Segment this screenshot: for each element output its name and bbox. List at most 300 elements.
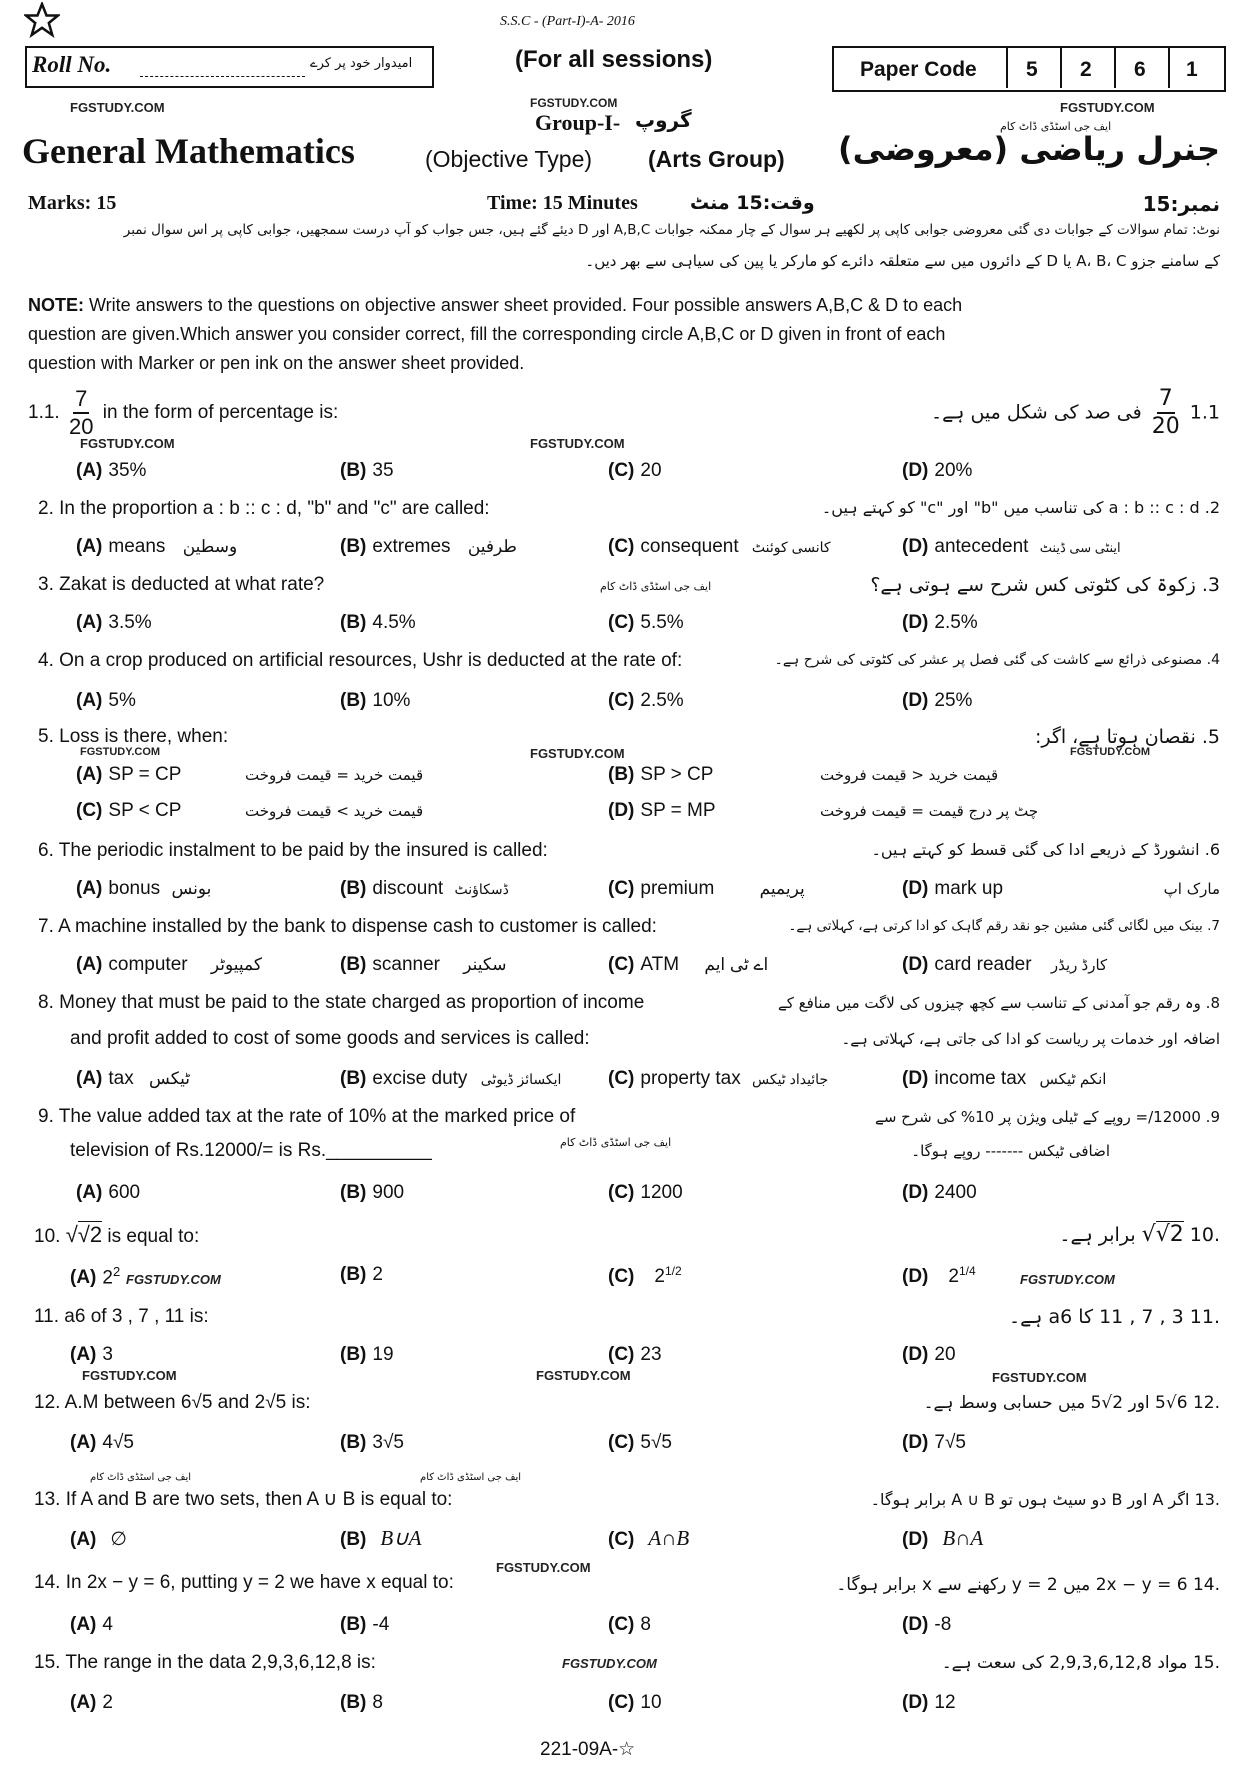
option-letter: (B) bbox=[340, 1692, 367, 1713]
option-text: discount bbox=[372, 878, 444, 899]
option-text: property tax bbox=[640, 1068, 741, 1089]
option bbox=[902, 612, 978, 634]
watermark: FGSTUDY.COM bbox=[80, 436, 175, 451]
option-letter: (D) bbox=[902, 612, 929, 633]
question-text-continued: and profit added to cost of some goods and services is called: bbox=[70, 1028, 590, 1049]
option bbox=[76, 954, 262, 976]
question-number: 3. bbox=[38, 574, 54, 595]
option-text: 2.5% bbox=[640, 690, 684, 711]
option-text: 2 bbox=[654, 1266, 665, 1288]
option-letter: (B) bbox=[608, 764, 635, 785]
option bbox=[902, 1692, 956, 1714]
subject-stream: (Arts Group) bbox=[648, 146, 785, 172]
option-text: card reader bbox=[934, 954, 1032, 975]
option bbox=[340, 1182, 404, 1204]
option bbox=[70, 1432, 134, 1454]
paper-code-digit: 2 bbox=[1080, 58, 1092, 81]
option-text: 25% bbox=[934, 690, 973, 711]
option-text: 2 bbox=[372, 1264, 383, 1285]
watermark-urdu: ایف جی اسٹڈی ڈاٹ کام bbox=[420, 1472, 522, 1483]
option-urdu: اینٹی سی ڈینٹ bbox=[1039, 540, 1121, 555]
watermark: FGSTUDY.COM bbox=[80, 746, 161, 758]
option-text: 3.5% bbox=[108, 612, 152, 633]
question-urdu bbox=[1059, 1222, 1220, 1247]
option bbox=[608, 1068, 828, 1090]
option bbox=[902, 878, 1003, 900]
question-number-urdu: .13 bbox=[1194, 1490, 1220, 1509]
question-urdu bbox=[1009, 1306, 1220, 1328]
option-text: B∪A bbox=[380, 1526, 422, 1550]
option-letter: (A) bbox=[76, 460, 103, 481]
option-text: 2 bbox=[102, 1692, 113, 1713]
option bbox=[902, 690, 972, 712]
nested-root-icon: √√2 bbox=[65, 1222, 103, 1247]
option-text: excise duty bbox=[372, 1068, 468, 1089]
option-letter: (C) bbox=[608, 1068, 635, 1089]
option-text: 4.5% bbox=[372, 612, 416, 633]
option-letter: (D) bbox=[902, 878, 929, 899]
question-number: 8. bbox=[38, 992, 54, 1013]
option-letter: (A) bbox=[70, 1432, 97, 1453]
question-number-urdu: 2. bbox=[1204, 498, 1220, 517]
option-letter: (C) bbox=[608, 1529, 635, 1550]
question-number: 12. bbox=[34, 1392, 61, 1413]
option-letter: (C) bbox=[608, 1614, 635, 1635]
option-text: 3√5 bbox=[372, 1432, 404, 1453]
option-letter: (A) bbox=[70, 1267, 97, 1289]
option bbox=[340, 1344, 394, 1366]
question-number: 14. bbox=[34, 1572, 61, 1593]
option-text: 5√5 bbox=[640, 1432, 672, 1453]
option-text: 23 bbox=[640, 1344, 662, 1365]
nested-root-icon: √√2 bbox=[1141, 1222, 1184, 1247]
option-text: 12 bbox=[934, 1692, 956, 1713]
option bbox=[76, 1182, 140, 1204]
option bbox=[902, 1264, 976, 1288]
question-urdu-text: بینک میں لگائی گئی مشین جو نقد رقم گاہک کو ادا کرتی ہے، کہلاتی ہے۔ bbox=[788, 918, 1203, 934]
note-line: question are given.Which answer you consider correct, fill the corresponding circle A,B,C or D given in front of each bbox=[28, 324, 946, 344]
question-text: is equal to: bbox=[107, 1226, 200, 1247]
option bbox=[340, 1692, 383, 1714]
question-text: Loss is there, when: bbox=[59, 726, 229, 747]
question bbox=[38, 650, 682, 672]
fraction-numerator: 7 bbox=[1157, 388, 1175, 414]
option-text: antecedent bbox=[934, 536, 1029, 557]
option-text: -8 bbox=[934, 1614, 952, 1635]
option bbox=[340, 1526, 421, 1551]
option-exponent: 2 bbox=[112, 1264, 121, 1279]
question-number-urdu: .14 bbox=[1192, 1575, 1220, 1595]
option-text: means bbox=[108, 536, 166, 557]
option bbox=[340, 878, 509, 900]
question-number-urdu: 8. bbox=[1205, 994, 1220, 1012]
option bbox=[76, 536, 237, 558]
question bbox=[38, 992, 644, 1014]
option bbox=[70, 1344, 113, 1366]
question-number: 7. bbox=[38, 916, 54, 937]
option bbox=[608, 1526, 689, 1551]
question-text: Zakat is deducted at what rate? bbox=[59, 574, 325, 595]
option bbox=[340, 460, 394, 482]
question-urdu-text: فی صد کی شکل میں ہے۔ bbox=[931, 401, 1142, 424]
option bbox=[76, 460, 146, 482]
option-letter: (A) bbox=[76, 878, 103, 899]
option bbox=[76, 690, 136, 712]
paper-code-digit: 6 bbox=[1134, 58, 1146, 81]
question-number: 11. bbox=[34, 1306, 60, 1327]
question-urdu bbox=[822, 498, 1220, 517]
option bbox=[902, 1344, 956, 1366]
option-letter: (B) bbox=[340, 1529, 367, 1550]
option-letter: (D) bbox=[902, 690, 929, 711]
question-urdu bbox=[789, 918, 1221, 934]
question-urdu-text: زکوۃ کی کٹوتی کس شرح سے ہوتی ہے؟ bbox=[870, 574, 1196, 596]
option-letter: (A) bbox=[70, 1529, 97, 1550]
option-letter: (D) bbox=[902, 1182, 929, 1203]
question bbox=[38, 574, 324, 596]
question-number-urdu: .15 bbox=[1192, 1653, 1220, 1673]
option bbox=[608, 1432, 672, 1454]
option-letter: (B) bbox=[340, 460, 367, 481]
watermark: FGSTUDY.COM bbox=[530, 436, 625, 451]
option-letter: (A) bbox=[76, 1182, 103, 1203]
option-letter: (B) bbox=[340, 612, 367, 633]
option-text: ATM bbox=[640, 954, 680, 975]
note-label: NOTE: bbox=[28, 295, 84, 315]
option-text: 4√5 bbox=[102, 1432, 134, 1453]
watermark: FGSTUDY.COM bbox=[530, 96, 618, 110]
question-number: 2. bbox=[38, 498, 54, 519]
option bbox=[608, 800, 716, 822]
paper-code-digit-box bbox=[1006, 46, 1008, 88]
option-text: extremes bbox=[372, 536, 451, 557]
question-number-urdu: 4. bbox=[1206, 652, 1220, 668]
option-urdu: اے ٹی ایم bbox=[704, 955, 769, 974]
subject-urdu: جنرل ریاضی (معروضی) bbox=[837, 130, 1220, 168]
watermark: FGSTUDY.COM bbox=[536, 1368, 631, 1383]
option-letter: (A) bbox=[70, 1614, 97, 1635]
paper-code-digit: 5 bbox=[1026, 58, 1038, 81]
paper-code-digit: 1 bbox=[1186, 58, 1198, 81]
question bbox=[34, 1306, 209, 1328]
note-line: question with Marker or pen ink on the answer sheet provided. bbox=[28, 353, 525, 373]
question-number-urdu: 5. bbox=[1201, 726, 1220, 748]
paper-code-digit-box bbox=[1168, 46, 1170, 88]
sessions-label: (For all sessions) bbox=[515, 46, 713, 73]
option-text: income tax bbox=[934, 1068, 1027, 1089]
question-urdu bbox=[836, 1574, 1220, 1595]
option-letter: (B) bbox=[340, 536, 367, 557]
fraction-denominator: 20 bbox=[1151, 414, 1180, 439]
option bbox=[902, 1526, 983, 1551]
watermark-urdu: ایف جی اسٹڈی ڈاٹ کام bbox=[600, 580, 712, 593]
note-line bbox=[28, 295, 962, 316]
watermark: FGSTUDY.COM bbox=[126, 1272, 221, 1287]
question bbox=[38, 840, 548, 862]
marks-label: Marks: 15 bbox=[28, 192, 117, 214]
option bbox=[340, 1068, 561, 1090]
option-letter: (A) bbox=[70, 1692, 97, 1713]
question-number-urdu: .12 bbox=[1192, 1393, 1220, 1413]
option bbox=[76, 612, 152, 634]
exam-title: S.S.C - (Part-I)-A- 2016 bbox=[500, 14, 635, 29]
option-urdu: طرفین bbox=[467, 537, 517, 556]
question-urdu-text: انشورڈ کے ذریعے ادا کی گئی قسط کو کہتے ہیں۔ bbox=[871, 840, 1200, 859]
question bbox=[38, 726, 228, 748]
question-urdu bbox=[871, 1490, 1220, 1509]
option-letter: (A) bbox=[76, 954, 103, 975]
option-letter: (B) bbox=[340, 1068, 367, 1089]
option-letter: (D) bbox=[902, 1529, 929, 1550]
option-letter: (D) bbox=[608, 800, 635, 821]
option-text: A∩B bbox=[648, 1526, 690, 1550]
option-text: 2400 bbox=[934, 1182, 977, 1203]
option bbox=[340, 954, 507, 976]
option-text: 20% bbox=[934, 460, 973, 481]
option-letter: (C) bbox=[608, 878, 635, 899]
option-text: premium bbox=[640, 878, 715, 899]
option-text: computer bbox=[108, 954, 188, 975]
watermark: FGSTUDY.COM bbox=[530, 746, 625, 761]
question-number: 4. bbox=[38, 650, 54, 671]
question-urdu-text: 12000/= روپے کے ٹیلی ویژن پر 10% کی شرح سے bbox=[875, 1108, 1201, 1126]
note-urdu-line: نوٹ: تمام سوالات کے جوابات دی گئی معروضی جوابی کاپی پر لکھیے ہر سوال کے چار ممکنہ جوابات A,B,C اور D دیئے گئے ہیں، جس جواب کو آپ درست سمجھیں، جوابی کاپی پر اس سوال نمبر bbox=[123, 222, 1220, 238]
option bbox=[340, 1432, 404, 1454]
option-letter: (D) bbox=[902, 1266, 929, 1288]
option-text: 7√5 bbox=[934, 1432, 966, 1453]
roll-urdu: امیدوار خود پر کرے bbox=[310, 56, 413, 71]
option-letter: (D) bbox=[902, 460, 929, 481]
question-text: The value added tax at the rate of 10% at the marked price of bbox=[58, 1106, 576, 1127]
question-urdu-continued: اضافہ اور خدمات پر ریاست کو ادا کی جاتی ہے، کہلاتی ہے۔ bbox=[841, 1030, 1220, 1048]
subject-type: (Objective Type) bbox=[425, 146, 593, 172]
paper-code-digit-box bbox=[1114, 46, 1116, 88]
option-letter: (D) bbox=[902, 1432, 929, 1453]
question-urdu-text: وہ رقم جو آمدنی کے تناسب سے کچھ چیزوں کی لاگت میں منافع کے bbox=[777, 994, 1201, 1012]
option bbox=[902, 536, 1121, 558]
watermark: FGSTUDY.COM bbox=[82, 1368, 177, 1383]
option-letter: (C) bbox=[608, 1266, 635, 1288]
option-text: 35 bbox=[372, 460, 394, 481]
option-text: 10% bbox=[372, 690, 411, 711]
option-text: 5.5% bbox=[640, 612, 684, 633]
question-text: In the proportion a : b :: c : d, "b" and "c" are called: bbox=[59, 498, 490, 519]
question-text-continued: television of Rs.12000/= is Rs.__________ bbox=[70, 1140, 432, 1161]
option-text: 5% bbox=[108, 690, 136, 711]
question bbox=[34, 1652, 376, 1674]
option-letter: (D) bbox=[902, 536, 929, 557]
roll-line bbox=[140, 76, 305, 77]
option-urdu: بونس bbox=[171, 879, 212, 898]
option-letter: (C) bbox=[608, 1692, 635, 1713]
question-urdu bbox=[871, 840, 1220, 859]
note-text: Write answers to the questions on objective answer sheet provided. Four possible answers A,B,C & D to each bbox=[89, 295, 963, 315]
question-text: in the form of percentage is: bbox=[102, 402, 339, 424]
option-letter: (B) bbox=[340, 1344, 367, 1365]
option-urdu: جائیداد ٹیکس bbox=[752, 1071, 829, 1087]
option-urdu: قیمت خرید > قیمت فروخت bbox=[245, 802, 424, 820]
option-text: tax bbox=[108, 1068, 134, 1089]
option-exponent: 1/4 bbox=[958, 1264, 976, 1278]
question-urdu bbox=[778, 994, 1220, 1012]
time-urdu: وقت:15 منٹ bbox=[690, 192, 815, 214]
question bbox=[34, 1488, 452, 1511]
option-urdu: انکم ٹیکس bbox=[1039, 1071, 1107, 1088]
option-urdu: وسطین bbox=[182, 537, 238, 556]
option-letter: (B) bbox=[340, 954, 367, 975]
option-text: 20 bbox=[640, 460, 662, 481]
option-letter: (C) bbox=[608, 536, 635, 557]
option bbox=[76, 800, 181, 822]
question-urdu bbox=[1035, 726, 1220, 748]
option bbox=[340, 536, 517, 558]
option-text: 600 bbox=[108, 1182, 141, 1203]
option-letter: (A) bbox=[76, 690, 103, 711]
option-letter: (A) bbox=[76, 1068, 103, 1089]
option-letter: (A) bbox=[76, 612, 103, 633]
option-urdu: کمپیوٹر bbox=[210, 955, 262, 974]
option bbox=[902, 1614, 951, 1636]
option bbox=[608, 690, 684, 712]
question-text: The range in the data 2,9,3,6,12,8 is: bbox=[65, 1652, 376, 1673]
fraction-numerator: 7 bbox=[73, 388, 89, 414]
question-urdu-text: 3 , 7 , 11 کا a6 ہے۔ bbox=[1008, 1306, 1184, 1328]
question-text: If A and B are two sets, then A ∪ B is equal to: bbox=[65, 1489, 453, 1510]
option bbox=[70, 1692, 113, 1714]
option bbox=[902, 954, 1107, 976]
option-text: scanner bbox=[372, 954, 440, 975]
option bbox=[76, 1068, 190, 1090]
footer-code: 221-09A-☆ bbox=[540, 1739, 636, 1760]
question-urdu-text: اگر A اور B دو سیٹ ہوں تو A ∪ B برابر ہوگا۔ bbox=[870, 1490, 1190, 1509]
option-letter: (C) bbox=[76, 800, 103, 821]
option-text: 35% bbox=[108, 460, 147, 481]
question-urdu-text: نقصان ہوتا ہے، اگر: bbox=[1034, 726, 1196, 748]
fraction bbox=[1152, 388, 1180, 438]
question-urdu-text: 2x − y = 6 میں y = 2 رکھنے سے x برابر ہوگا۔ bbox=[836, 1575, 1188, 1595]
option-letter: (C) bbox=[608, 1432, 635, 1453]
option bbox=[340, 690, 410, 712]
option bbox=[608, 878, 805, 900]
option-text: 10 bbox=[640, 1692, 662, 1713]
question bbox=[38, 498, 490, 520]
option-text: 2 bbox=[102, 1267, 113, 1289]
option-urdu: ٹیکس bbox=[149, 1069, 190, 1088]
option-urdu: مارک اپ bbox=[1163, 880, 1220, 898]
watermark: FGSTUDY.COM bbox=[496, 1560, 591, 1575]
option-exponent: 1/2 bbox=[664, 1264, 682, 1278]
option-urdu: ڈسکاؤنٹ bbox=[454, 881, 509, 897]
option-text: bonus bbox=[108, 878, 161, 899]
marks-urdu: نمبر:15 bbox=[1142, 192, 1220, 216]
option bbox=[340, 1264, 383, 1286]
question-urdu-text: 6√5 اور 2√5 میں حسابی وسط ہے۔ bbox=[923, 1393, 1188, 1413]
question-text: a6 of 3 , 7 , 11 is: bbox=[64, 1306, 209, 1327]
roll-label: Roll No. bbox=[32, 52, 112, 77]
question-urdu-continued: اضافی ٹیکس ------- روپے ہوگا۔ bbox=[911, 1142, 1110, 1160]
star-icon bbox=[24, 2, 60, 38]
option-urdu: کارڈ ریڈر bbox=[1050, 957, 1108, 974]
question-urdu bbox=[875, 1108, 1220, 1126]
option bbox=[902, 1432, 966, 1454]
question-urdu bbox=[924, 1392, 1220, 1413]
option-text: ∅ bbox=[110, 1529, 127, 1550]
question-urdu bbox=[931, 388, 1220, 438]
group-label: Group-I- bbox=[535, 110, 621, 135]
option-text: 4 bbox=[102, 1614, 113, 1635]
fraction-denominator: 20 bbox=[68, 414, 94, 439]
option-urdu: ایکسائز ڈیوٹی bbox=[480, 1071, 562, 1087]
option-letter: (B) bbox=[340, 690, 367, 711]
option bbox=[70, 1264, 120, 1289]
option-text: 19 bbox=[372, 1344, 394, 1365]
option-text: 8 bbox=[640, 1614, 651, 1635]
option-text: SP > CP bbox=[640, 764, 714, 785]
option-letter: (D) bbox=[902, 1068, 929, 1089]
option-urdu: چٹ پر درج قیمت = قیمت فروخت bbox=[820, 802, 1039, 820]
option-text: consequent bbox=[640, 536, 739, 557]
question-number-urdu: 3. bbox=[1201, 574, 1220, 596]
watermark: FGSTUDY.COM bbox=[1070, 746, 1151, 758]
option bbox=[340, 612, 416, 634]
watermark-urdu: ایف جی اسٹڈی ڈاٹ کام bbox=[1000, 120, 1112, 133]
watermark-urdu: ایف جی اسٹڈی ڈاٹ کام bbox=[560, 1136, 672, 1149]
option-letter: (B) bbox=[340, 1432, 367, 1453]
question-number: 10. bbox=[34, 1226, 61, 1247]
time-label: Time: 15 Minutes bbox=[487, 192, 638, 214]
option bbox=[902, 460, 972, 482]
option-letter: (B) bbox=[340, 1182, 367, 1203]
option-text: 8 bbox=[372, 1692, 383, 1713]
option bbox=[608, 612, 684, 634]
fraction bbox=[69, 388, 93, 438]
option bbox=[608, 1344, 662, 1366]
question-text: The periodic instalment to be paid by the insured is called: bbox=[58, 840, 548, 861]
option-letter: (D) bbox=[902, 1692, 929, 1713]
option bbox=[70, 1614, 113, 1636]
question-urdu bbox=[775, 652, 1220, 668]
option bbox=[608, 954, 768, 976]
option bbox=[608, 1182, 683, 1204]
watermark: FGSTUDY.COM bbox=[70, 100, 165, 115]
question-text: In 2x − y = 6, putting y = 2 we have x equal to: bbox=[65, 1572, 454, 1593]
option bbox=[608, 1264, 682, 1288]
option-letter: (C) bbox=[608, 690, 635, 711]
option bbox=[70, 1528, 127, 1551]
option-urdu: پریمیم bbox=[759, 879, 805, 898]
question-number-urdu: .11 bbox=[1189, 1306, 1220, 1328]
question bbox=[34, 1392, 311, 1414]
option-text: SP = MP bbox=[640, 800, 716, 821]
question-number-urdu: 1.1 bbox=[1189, 401, 1220, 424]
option bbox=[902, 1068, 1106, 1090]
option-text: 20 bbox=[934, 1344, 956, 1365]
option-letter: (A) bbox=[76, 536, 103, 557]
question-urdu-text: مواد 2,9,3,6,12,8 کی سعت ہے۔ bbox=[941, 1653, 1188, 1673]
option-text: 900 bbox=[372, 1182, 405, 1203]
watermark: FGSTUDY.COM bbox=[1020, 1272, 1115, 1287]
question-urdu-text: مصنوعی ذرائع سے کاشت کی گئی فصل پر عشر کی کٹوتی کی شرح ہے۔ bbox=[774, 652, 1203, 668]
watermark-urdu: ایف جی اسٹڈی ڈاٹ کام bbox=[90, 1472, 192, 1483]
option-letter: (C) bbox=[608, 612, 635, 633]
question bbox=[38, 1106, 575, 1128]
question bbox=[38, 916, 657, 938]
option bbox=[76, 878, 211, 900]
question-number: 1.1. bbox=[28, 402, 60, 424]
option-text: 3 bbox=[102, 1344, 113, 1365]
watermark: FGSTUDY.COM bbox=[1060, 100, 1155, 115]
question-text: A.M between 6√5 and 2√5 is: bbox=[64, 1392, 311, 1413]
